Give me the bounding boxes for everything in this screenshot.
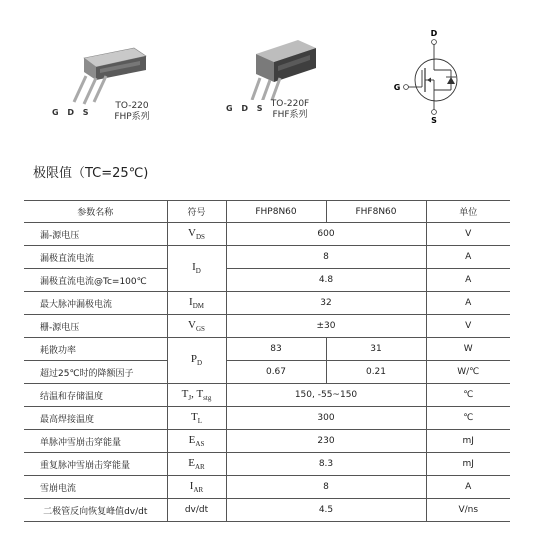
table-row bbox=[24, 384, 510, 407]
header-param: 参数名称 bbox=[24, 201, 167, 223]
param-cell: 漏极直流电流 bbox=[24, 246, 167, 269]
table-row bbox=[24, 361, 510, 384]
value-cell: ±30 bbox=[226, 315, 426, 338]
table-row bbox=[24, 453, 510, 476]
absolute-max-ratings-table bbox=[24, 200, 510, 522]
param-cell: 漏-源电压 bbox=[24, 223, 167, 246]
unit-cell: A bbox=[426, 246, 510, 269]
table-row bbox=[24, 246, 510, 269]
symbol-cell: $V_{GS}$ bbox=[167, 315, 226, 338]
mosfet-symbol bbox=[388, 26, 478, 126]
symbol-gate-label: G bbox=[393, 83, 401, 92]
to220f-series: FHF系列 bbox=[272, 110, 308, 120]
unit-cell: ℃ bbox=[426, 407, 510, 430]
table-row bbox=[24, 476, 510, 499]
fhp-value-cell: 83 bbox=[226, 338, 326, 361]
symbol-cell: $I_D$ bbox=[167, 246, 226, 292]
unit-cell: A bbox=[426, 476, 510, 499]
param-cell: 单脉冲雪崩击穿能量 bbox=[24, 430, 167, 453]
value-cell: 32 bbox=[226, 292, 426, 315]
symbol-cell: $I_{DM}$ bbox=[167, 292, 226, 315]
param-cell: 雪崩电流 bbox=[24, 476, 167, 499]
unit-cell: V bbox=[426, 315, 510, 338]
symbol-cell: $V_{DS}$ bbox=[167, 223, 226, 246]
header-symbol: 符号 bbox=[167, 201, 226, 223]
header-fhf: FHF8N60 bbox=[326, 201, 426, 223]
value-cell: 4.5 bbox=[226, 499, 426, 522]
fhf-value-cell: 31 bbox=[326, 338, 426, 361]
value-cell: 8 bbox=[226, 476, 426, 499]
unit-cell: A bbox=[426, 292, 510, 315]
table-row bbox=[24, 499, 510, 522]
table-row bbox=[24, 292, 510, 315]
symbol-cell: $T_L$ bbox=[167, 407, 226, 430]
table-row bbox=[24, 338, 510, 361]
to220f-package-image bbox=[238, 30, 328, 100]
to220-package-image bbox=[70, 36, 160, 106]
fhp-value-cell: 0.67 bbox=[226, 361, 326, 384]
unit-cell: ℃ bbox=[426, 384, 510, 407]
symbol-cell: $T_J$, $T_{stg}$ bbox=[167, 384, 226, 407]
to220-series: FHP系列 bbox=[114, 112, 150, 122]
symbol-cell: $P_D$ bbox=[167, 338, 226, 384]
to220-pin-labels: G D S bbox=[52, 108, 92, 117]
value-cell: 300 bbox=[226, 407, 426, 430]
table-row bbox=[24, 269, 510, 292]
to220-name: TO-220 bbox=[115, 101, 149, 111]
symbol-cell: dv/dt bbox=[167, 499, 226, 522]
param-cell: 超过25℃时的降额因子 bbox=[24, 361, 167, 384]
header-unit: 单位 bbox=[426, 201, 510, 223]
table-row bbox=[24, 407, 510, 430]
unit-cell: mJ bbox=[426, 430, 510, 453]
symbol-cell: $E_{AR}$ bbox=[167, 453, 226, 476]
param-cell: 二极管反向恢复峰值dv/dt bbox=[24, 499, 167, 522]
param-cell: 结温和存储温度 bbox=[24, 384, 167, 407]
param-cell: 重复脉冲雪崩击穿能量 bbox=[24, 453, 167, 476]
unit-cell: A bbox=[426, 269, 510, 292]
param-cell: 栅-源电压 bbox=[24, 315, 167, 338]
unit-cell: V/ns bbox=[426, 499, 510, 522]
to220f-pin-labels: G D S bbox=[226, 104, 266, 113]
header-fhp: FHP8N60 bbox=[226, 201, 326, 223]
to220f-name: TO-220F bbox=[270, 99, 310, 109]
table-row bbox=[24, 315, 510, 338]
value-cell: 4.8 bbox=[226, 269, 426, 292]
fhf-value-cell: 0.21 bbox=[326, 361, 426, 384]
section-title: 极限值（TC=25℃) bbox=[33, 166, 149, 181]
value-cell: 8.3 bbox=[226, 453, 426, 476]
table-row bbox=[24, 223, 510, 246]
symbol-source-label: S bbox=[431, 116, 437, 125]
unit-cell: V bbox=[426, 223, 510, 246]
symbol-drain-label: D bbox=[430, 29, 438, 38]
unit-cell: W/℃ bbox=[426, 361, 510, 384]
param-cell: 最大脉冲漏极电流 bbox=[24, 292, 167, 315]
param-cell: 耗散功率 bbox=[24, 338, 167, 361]
value-cell: 230 bbox=[226, 430, 426, 453]
table-row bbox=[24, 430, 510, 453]
to220f-caption bbox=[266, 99, 314, 121]
to220-caption bbox=[110, 101, 154, 123]
value-cell: 8 bbox=[226, 246, 426, 269]
unit-cell: mJ bbox=[426, 453, 510, 476]
symbol-cell: $I_{AR}$ bbox=[167, 476, 226, 499]
value-cell: 600 bbox=[226, 223, 426, 246]
param-cell: 最高焊接温度 bbox=[24, 407, 167, 430]
unit-cell: W bbox=[426, 338, 510, 361]
value-cell: 150, -55~150 bbox=[226, 384, 426, 407]
table-header-row bbox=[24, 201, 510, 223]
param-cell: 漏极直流电流@Tc=100℃ bbox=[24, 269, 167, 292]
symbol-cell: $E_{AS}$ bbox=[167, 430, 226, 453]
